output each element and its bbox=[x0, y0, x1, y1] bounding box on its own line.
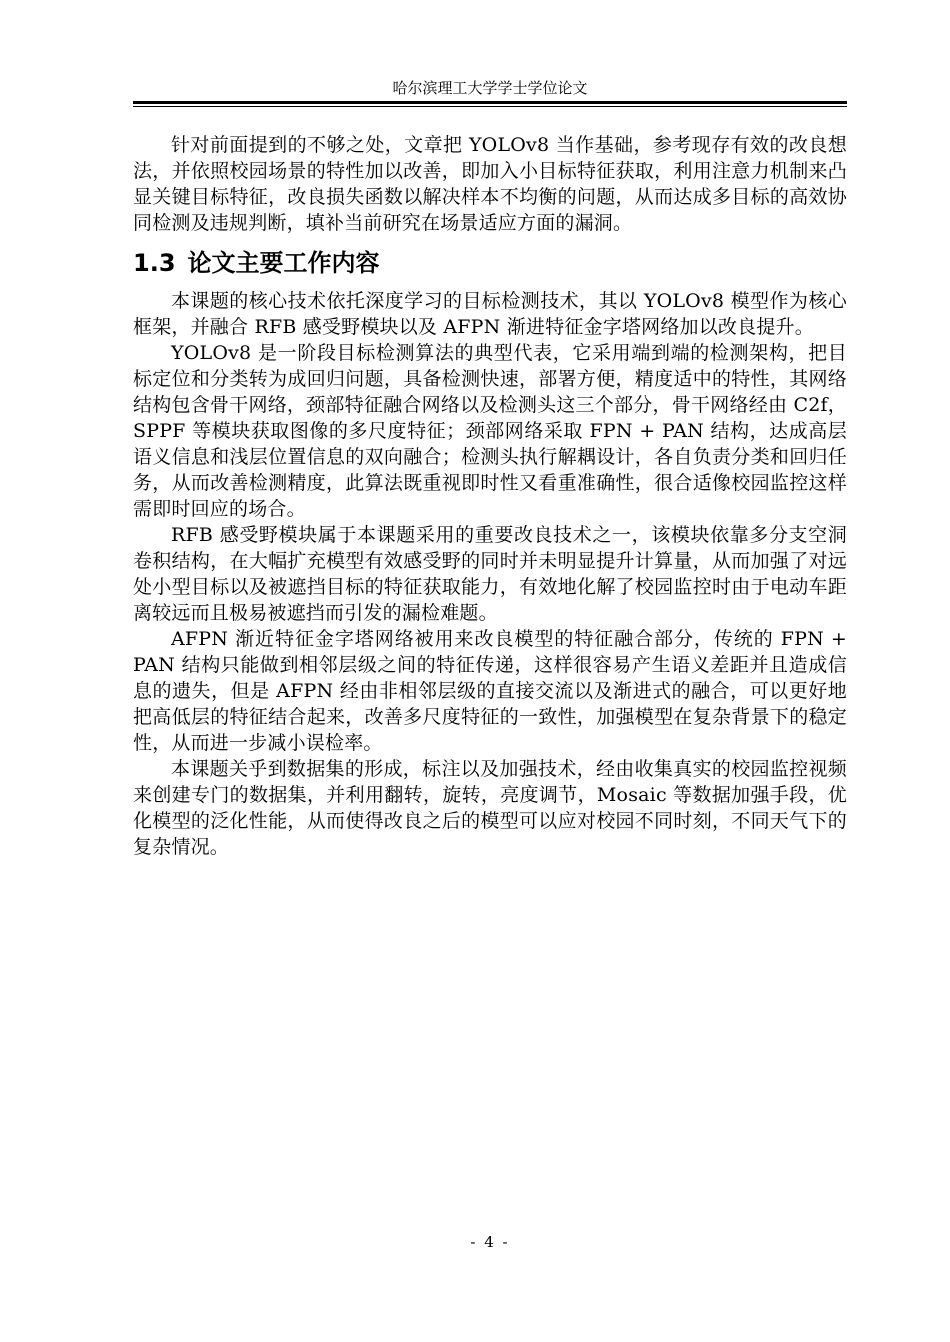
section-title: 论文主要工作内容 bbox=[187, 249, 380, 277]
page-number: - 4 - bbox=[470, 1233, 510, 1251]
section-paragraph: AFPN 渐近特征金字塔网络被用来改良模型的特征融合部分，传统的 FPN + PAN 结构只能做到相邻层级之间的特征传递，这样很容易产生语义差距并且造成信息的遗失，但是 AFPN 经由非相邻层级的直接交流以及渐进式的融合，可以更好地把高低层的特征结合起来，改善多尺度特征的一致性，加强模型在复杂背景下的稳定性，从而进一步减小误检率。 bbox=[133, 628, 847, 754]
page-body bbox=[133, 132, 847, 860]
header-rule-thick bbox=[133, 101, 847, 104]
section-paragraph: 本课题关乎到数据集的形成，标注以及加强技术，经由收集真实的校园监控视频来创建专门的数据集，并利用翻转，旋转，亮度调节，Mosaic 等数据加强手段，优化模型的泛化性能，从而使得改良之后的模型可以应对校园不同时刻，不同天气下的复杂情况。 bbox=[133, 758, 847, 858]
section-heading bbox=[133, 247, 847, 279]
section-paragraph: 本课题的核心技术依托深度学习的目标检测技术，其以 YOLOv8 模型作为核心框架，并融合 RFB 感受野模块以及 AFPN 渐进特征金字塔网络加以改良提升。 bbox=[133, 290, 847, 338]
section-paragraph: RFB 感受野模块属于本课题采用的重要改良技术之一，该模块依靠多分支空洞卷积结构，在大幅扩充模型有效感受野的同时并未明显提升计算量，从而加强了对远处小型目标以及被遮挡目标的特征获取能力，有效地化解了校园监控时由于电动车距离较远而且极易被遮挡而引发的漏检难题。 bbox=[133, 524, 847, 624]
running-header: 哈尔滨理工大学学士学位论文 bbox=[392, 79, 588, 97]
section-number: 1.3 bbox=[133, 249, 176, 277]
intro-paragraph: 针对前面提到的不够之处，文章把 YOLOv8 当作基础，参考现存有效的改良想法，并依照校园场景的特性加以改善，即加入小目标特征获取，利用注意力机制来凸显关键目标特征，改良损失函数以解决样本不均衡的问题，从而达成多目标的高效协同检测及违规判断，填补当前研究在场景适应方面的漏洞。 bbox=[133, 134, 847, 234]
header-rule-thin bbox=[133, 106, 847, 107]
section-paragraph: YOLOv8 是一阶段目标检测算法的典型代表，它采用端到端的检测架构，把目标定位和分类转为成回归问题，具备检测快速，部署方便，精度适中的特性，其网络结构包含骨干网络，颈部特征融合网络以及检测头这三个部分，骨干网络经由 C2f，SPPF 等模块获取图像的多尺度特征；颈部网络采取 FPN + PAN 结构，达成高层语义信息和浅层位置信息的双向融合；检测头执行解耦设计，各自负责分类和回归任务，从而改善检测精度，此算法既重视即时性又看重准确性，很合适像校园监控这样需即时回应的场合。 bbox=[133, 342, 847, 520]
